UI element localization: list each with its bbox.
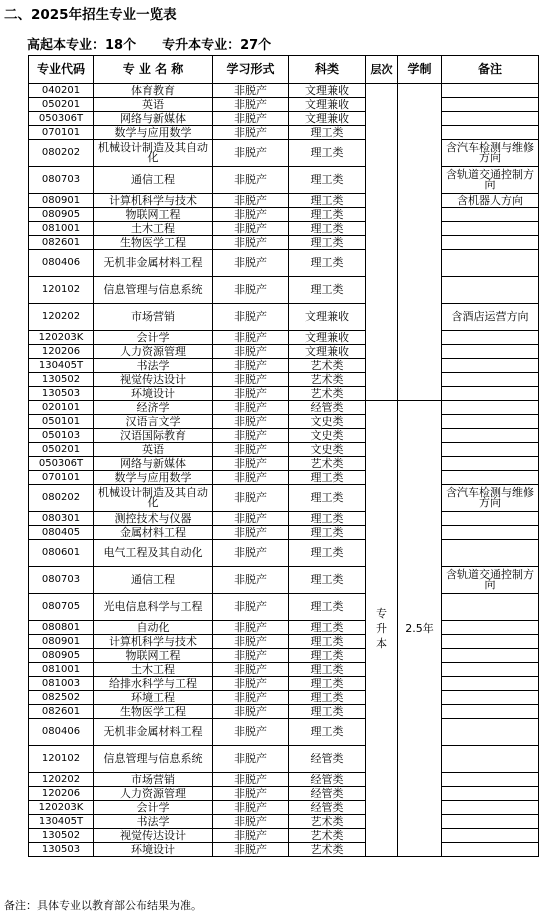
cell-mode: 非脱产: [213, 815, 289, 829]
cell-level-gqb: [366, 84, 398, 401]
cell-code: 050201: [29, 443, 94, 457]
cell-mode: 非脱产: [213, 359, 289, 373]
cell-remark: [442, 787, 539, 801]
cell-category: 理工类: [289, 594, 366, 621]
cell-remark: [442, 512, 539, 526]
cell-category: 理工类: [289, 250, 366, 277]
cell-code: 050306T: [29, 457, 94, 471]
cell-remark: 含轨道交通控制方向: [442, 567, 539, 594]
cell-mode: 非脱产: [213, 540, 289, 567]
cell-name: 机械设计制造及其自动化: [94, 140, 213, 167]
cell-category: 理工类: [289, 471, 366, 485]
cell-remark: [442, 208, 539, 222]
table-row: [29, 373, 539, 387]
table-row: [29, 663, 539, 677]
table-row: [29, 787, 539, 801]
table-row: [29, 236, 539, 250]
cell-remark: [442, 359, 539, 373]
cell-name: 物联网工程: [94, 649, 213, 663]
cell-remark: [442, 387, 539, 401]
cell-remark: [442, 345, 539, 359]
cell-remark: [442, 635, 539, 649]
cell-remark: [442, 126, 539, 140]
cell-name: 市场营销: [94, 773, 213, 787]
table-row: [29, 429, 539, 443]
cell-category: 理工类: [289, 649, 366, 663]
cell-remark: [442, 594, 539, 621]
cell-category: 艺术类: [289, 457, 366, 471]
table-row: [29, 331, 539, 345]
cell-code: 081003: [29, 677, 94, 691]
cell-category: 艺术类: [289, 815, 366, 829]
cell-remark: 含轨道交通控制方向: [442, 167, 539, 194]
cell-name: 人力资源管理: [94, 787, 213, 801]
cell-name: 给排水科学与工程: [94, 677, 213, 691]
table-row: [29, 277, 539, 304]
cell-mode: 非脱产: [213, 829, 289, 843]
cell-code: 120203K: [29, 801, 94, 815]
cell-code: 080202: [29, 140, 94, 167]
cell-name: 人力资源管理: [94, 345, 213, 359]
cell-remark: [442, 691, 539, 705]
cell-name: 计算机科学与技术: [94, 635, 213, 649]
cell-category: 理工类: [289, 208, 366, 222]
cell-duration-gqb: [398, 84, 442, 401]
cell-level-zsb: [366, 401, 398, 857]
table-row: [29, 208, 539, 222]
cell-remark: [442, 415, 539, 429]
cell-mode: 非脱产: [213, 126, 289, 140]
table-row: [29, 471, 539, 485]
cell-name: 书法学: [94, 815, 213, 829]
cell-remark: [442, 112, 539, 126]
cell-mode: 非脱产: [213, 387, 289, 401]
table-row: [29, 401, 539, 415]
cell-code: 120206: [29, 345, 94, 359]
cell-remark: 含酒店运营方向: [442, 304, 539, 331]
cell-name: 金属材料工程: [94, 526, 213, 540]
cell-code: 130503: [29, 387, 94, 401]
cell-code: 120202: [29, 304, 94, 331]
cell-name: 会计学: [94, 331, 213, 345]
cell-remark: 含汽车检测与维修方向: [442, 485, 539, 512]
table-row: [29, 801, 539, 815]
cell-remark: [442, 801, 539, 815]
cell-category: 理工类: [289, 236, 366, 250]
table-row: [29, 567, 539, 594]
cell-name: 英语: [94, 98, 213, 112]
cell-mode: 非脱产: [213, 621, 289, 635]
cell-name: 经济学: [94, 401, 213, 415]
cell-duration-zsb: 2.5年: [398, 401, 442, 857]
cell-code: 080905: [29, 649, 94, 663]
cell-category: 艺术类: [289, 829, 366, 843]
cell-remark: [442, 277, 539, 304]
cell-mode: 非脱产: [213, 112, 289, 126]
cell-code: 080406: [29, 250, 94, 277]
cell-mode: 非脱产: [213, 485, 289, 512]
cell-remark: [442, 401, 539, 415]
table-row: [29, 649, 539, 663]
cell-name: 生物医学工程: [94, 705, 213, 719]
cell-code: 050306T: [29, 112, 94, 126]
cell-code: 120202: [29, 773, 94, 787]
cell-code: 081001: [29, 222, 94, 236]
cell-name: 计算机科学与技术: [94, 194, 213, 208]
cell-category: 文理兼收: [289, 112, 366, 126]
cell-mode: 非脱产: [213, 719, 289, 746]
cell-code: 080703: [29, 167, 94, 194]
table-row: [29, 387, 539, 401]
table-row: [29, 829, 539, 843]
cell-name: 通信工程: [94, 567, 213, 594]
cell-name: 书法学: [94, 359, 213, 373]
level-zsb-text: 专升本: [376, 607, 387, 650]
cell-category: 文史类: [289, 443, 366, 457]
table-row: [29, 112, 539, 126]
table-row: [29, 84, 539, 98]
cell-mode: 非脱产: [213, 194, 289, 208]
cell-category: 理工类: [289, 705, 366, 719]
table-row: [29, 345, 539, 359]
cell-mode: 非脱产: [213, 345, 289, 359]
table-row: [29, 457, 539, 471]
cell-mode: 非脱产: [213, 331, 289, 345]
cell-category: 理工类: [289, 663, 366, 677]
cell-code: 080901: [29, 194, 94, 208]
cell-code: 080601: [29, 540, 94, 567]
cell-category: 理工类: [289, 635, 366, 649]
cell-code: 020101: [29, 401, 94, 415]
table-header-row: [29, 56, 539, 84]
cell-code: 080901: [29, 635, 94, 649]
cell-mode: 非脱产: [213, 649, 289, 663]
cell-code: 130503: [29, 843, 94, 857]
cell-category: 文史类: [289, 429, 366, 443]
header-code: 专业代码: [29, 56, 94, 84]
cell-mode: 非脱产: [213, 401, 289, 415]
cell-name: 光电信息科学与工程: [94, 594, 213, 621]
cell-code: 082601: [29, 705, 94, 719]
cell-code: 080405: [29, 526, 94, 540]
cell-mode: 非脱产: [213, 594, 289, 621]
cell-category: 文史类: [289, 415, 366, 429]
cell-name: 汉语言文学: [94, 415, 213, 429]
cell-remark: [442, 471, 539, 485]
cell-mode: 非脱产: [213, 635, 289, 649]
cell-mode: 非脱产: [213, 250, 289, 277]
cell-name: 无机非金属材料工程: [94, 719, 213, 746]
cell-name: 环境工程: [94, 691, 213, 705]
cell-code: 080406: [29, 719, 94, 746]
table-row: [29, 815, 539, 829]
program-table: [28, 55, 539, 857]
cell-category: 理工类: [289, 194, 366, 208]
cell-code: 080905: [29, 208, 94, 222]
cell-mode: 非脱产: [213, 843, 289, 857]
cell-name: 会计学: [94, 801, 213, 815]
cell-remark: [442, 373, 539, 387]
table-row: [29, 773, 539, 787]
header-name: 专 业 名 称: [94, 56, 213, 84]
cell-category: 理工类: [289, 126, 366, 140]
cell-mode: 非脱产: [213, 236, 289, 250]
cell-mode: 非脱产: [213, 415, 289, 429]
header-duration: 学制: [398, 56, 442, 84]
cell-category: 理工类: [289, 277, 366, 304]
cell-mode: 非脱产: [213, 663, 289, 677]
cell-category: 理工类: [289, 567, 366, 594]
cell-category: 艺术类: [289, 359, 366, 373]
cell-remark: 含机器人方向: [442, 194, 539, 208]
cell-name: 汉语国际教育: [94, 429, 213, 443]
cell-name: 生物医学工程: [94, 236, 213, 250]
cell-category: 经管类: [289, 773, 366, 787]
cell-remark: [442, 663, 539, 677]
cell-name: 环境设计: [94, 387, 213, 401]
cell-name: 无机非金属材料工程: [94, 250, 213, 277]
table-row: [29, 359, 539, 373]
cell-remark: [442, 677, 539, 691]
cell-code: 050103: [29, 429, 94, 443]
cell-mode: 非脱产: [213, 691, 289, 705]
cell-name: 土木工程: [94, 663, 213, 677]
cell-code: 080705: [29, 594, 94, 621]
table-row: [29, 540, 539, 567]
cell-code: 050201: [29, 98, 94, 112]
cell-mode: 非脱产: [213, 208, 289, 222]
cell-name: 数学与应用数学: [94, 471, 213, 485]
cell-name: 土木工程: [94, 222, 213, 236]
table-row: [29, 594, 539, 621]
cell-name: 体育教育: [94, 84, 213, 98]
cell-category: 文理兼收: [289, 98, 366, 112]
cell-remark: [442, 526, 539, 540]
cell-code: 082502: [29, 691, 94, 705]
cell-category: 理工类: [289, 512, 366, 526]
cell-remark: [442, 222, 539, 236]
cell-remark: [442, 773, 539, 787]
cell-mode: 非脱产: [213, 457, 289, 471]
header-remark: 备注: [442, 56, 539, 84]
cell-category: 理工类: [289, 526, 366, 540]
table-row: [29, 512, 539, 526]
table-row: [29, 691, 539, 705]
cell-category: 理工类: [289, 621, 366, 635]
cell-mode: 非脱产: [213, 512, 289, 526]
cell-name: 视觉传达设计: [94, 829, 213, 843]
cell-mode: 非脱产: [213, 801, 289, 815]
cell-category: 艺术类: [289, 843, 366, 857]
cell-name: 电气工程及其自动化: [94, 540, 213, 567]
cell-code: 070101: [29, 471, 94, 485]
cell-mode: 非脱产: [213, 787, 289, 801]
cell-remark: [442, 457, 539, 471]
cell-name: 机械设计制造及其自动化: [94, 485, 213, 512]
table-row: [29, 250, 539, 277]
cell-mode: 非脱产: [213, 677, 289, 691]
cell-remark: [442, 236, 539, 250]
cell-name: 信息管理与信息系统: [94, 277, 213, 304]
cell-name: 环境设计: [94, 843, 213, 857]
table-row: [29, 677, 539, 691]
cell-mode: 非脱产: [213, 567, 289, 594]
table-row: [29, 443, 539, 457]
cell-category: 艺术类: [289, 387, 366, 401]
cell-name: 视觉传达设计: [94, 373, 213, 387]
cell-remark: [442, 250, 539, 277]
cell-code: 130405T: [29, 815, 94, 829]
cell-code: 130502: [29, 373, 94, 387]
cell-remark: [442, 98, 539, 112]
cell-category: 理工类: [289, 167, 366, 194]
table-row: [29, 222, 539, 236]
cell-mode: 非脱产: [213, 746, 289, 773]
cell-code: 050101: [29, 415, 94, 429]
cell-category: 经管类: [289, 801, 366, 815]
cell-category: 文理兼收: [289, 304, 366, 331]
cell-mode: 非脱产: [213, 167, 289, 194]
table-row: [29, 621, 539, 635]
table-row: [29, 126, 539, 140]
cell-category: 理工类: [289, 485, 366, 512]
cell-category: 理工类: [289, 691, 366, 705]
cell-code: 080202: [29, 485, 94, 512]
cell-remark: [442, 429, 539, 443]
cell-name: 网络与新媒体: [94, 112, 213, 126]
table-row: [29, 167, 539, 194]
cell-mode: 非脱产: [213, 304, 289, 331]
table-row: [29, 485, 539, 512]
cell-name: 通信工程: [94, 167, 213, 194]
table-row: [29, 526, 539, 540]
table-row: [29, 194, 539, 208]
cell-code: 080801: [29, 621, 94, 635]
cell-remark: [442, 443, 539, 457]
section-title: 二、2025年招生专业一览表: [4, 7, 177, 23]
cell-mode: 非脱产: [213, 471, 289, 485]
cell-category: 文理兼收: [289, 84, 366, 98]
cell-mode: 非脱产: [213, 140, 289, 167]
cell-remark: [442, 746, 539, 773]
header-category: 科类: [289, 56, 366, 84]
cell-remark: [442, 705, 539, 719]
cell-mode: 非脱产: [213, 373, 289, 387]
table-row: [29, 719, 539, 746]
cell-mode: 非脱产: [213, 98, 289, 112]
cell-code: 120206: [29, 787, 94, 801]
cell-code: 070101: [29, 126, 94, 140]
cell-category: 经管类: [289, 787, 366, 801]
cell-category: 理工类: [289, 540, 366, 567]
cell-remark: [442, 84, 539, 98]
cell-category: 艺术类: [289, 373, 366, 387]
cell-remark: [442, 331, 539, 345]
cell-mode: 非脱产: [213, 526, 289, 540]
cell-name: 网络与新媒体: [94, 457, 213, 471]
table-row: [29, 746, 539, 773]
cell-category: 经管类: [289, 401, 366, 415]
cell-mode: 非脱产: [213, 84, 289, 98]
cell-mode: 非脱产: [213, 222, 289, 236]
cell-code: 081001: [29, 663, 94, 677]
cell-category: 理工类: [289, 719, 366, 746]
cell-mode: 非脱产: [213, 443, 289, 457]
cell-code: 120203K: [29, 331, 94, 345]
table-row: [29, 415, 539, 429]
cell-category: 经管类: [289, 746, 366, 773]
cell-category: 理工类: [289, 222, 366, 236]
table-row: [29, 843, 539, 857]
cell-mode: 非脱产: [213, 429, 289, 443]
cell-code: 080301: [29, 512, 94, 526]
cell-category: 文理兼收: [289, 345, 366, 359]
cell-category: 理工类: [289, 677, 366, 691]
cell-name: 市场营销: [94, 304, 213, 331]
cell-code: 040201: [29, 84, 94, 98]
gaoqiben-count: 高起本专业：18个: [27, 38, 137, 53]
cell-code: 130502: [29, 829, 94, 843]
cell-mode: 非脱产: [213, 277, 289, 304]
cell-remark: [442, 649, 539, 663]
cell-mode: 非脱产: [213, 705, 289, 719]
cell-name: 自动化: [94, 621, 213, 635]
cell-remark: [442, 843, 539, 857]
header-mode: 学习形式: [213, 56, 289, 84]
cell-category: 理工类: [289, 140, 366, 167]
cell-name: 物联网工程: [94, 208, 213, 222]
cell-name: 数学与应用数学: [94, 126, 213, 140]
header-level: 层次: [366, 56, 398, 84]
cell-remark: [442, 719, 539, 746]
cell-code: 130405T: [29, 359, 94, 373]
cell-code: 080703: [29, 567, 94, 594]
cell-name: 测控技术与仪器: [94, 512, 213, 526]
cell-code: 120102: [29, 746, 94, 773]
cell-name: 英语: [94, 443, 213, 457]
cell-name: 信息管理与信息系统: [94, 746, 213, 773]
cell-remark: 含汽车检测与维修方向: [442, 140, 539, 167]
cell-category: 文理兼收: [289, 331, 366, 345]
cell-remark: [442, 621, 539, 635]
cell-mode: 非脱产: [213, 773, 289, 787]
cell-remark: [442, 815, 539, 829]
table-body: [29, 84, 539, 857]
cell-code: 082601: [29, 236, 94, 250]
table-row: [29, 304, 539, 331]
cell-remark: [442, 540, 539, 567]
zhuanshengben-count: 专升本专业：27个: [162, 38, 272, 53]
table-row: [29, 635, 539, 649]
table-row: [29, 98, 539, 112]
table-row: [29, 140, 539, 167]
cell-code: 120102: [29, 277, 94, 304]
cell-remark: [442, 829, 539, 843]
footnote: 备注：具体专业以教育部公布结果为准。: [4, 899, 202, 912]
summary-line: [27, 34, 271, 53]
table-row: [29, 705, 539, 719]
